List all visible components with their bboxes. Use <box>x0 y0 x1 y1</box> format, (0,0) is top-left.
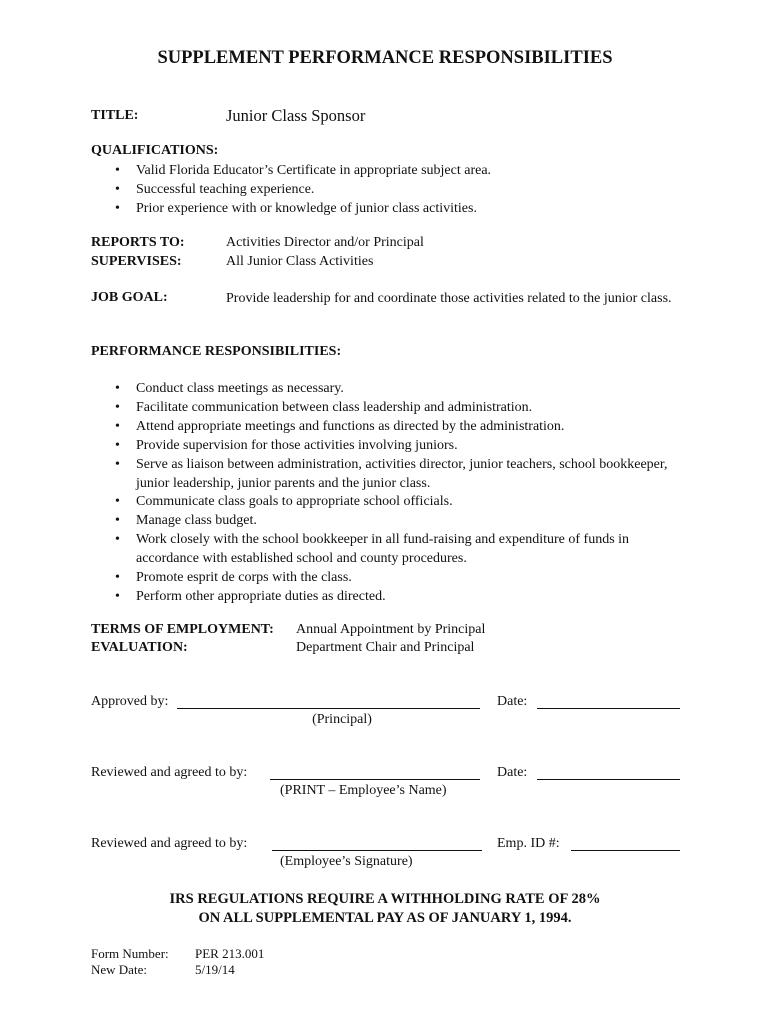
emp-id-line[interactable] <box>571 850 680 851</box>
job-goal-value: Provide leadership for and coordinate those activities related to the junior class. <box>226 291 672 306</box>
responsibility-item: • Attend appropriate meetings and functions as directed by the administration. <box>91 418 681 437</box>
responsibility-item: • Promote esprit de corps with the class. <box>91 569 681 588</box>
new-date-value: 5/19/14 <box>195 962 235 977</box>
irs-notice-line-1: IRS REGULATIONS REQUIRE A WITHHOLDING RATE OF 28% <box>169 891 601 907</box>
reports-to-label: REPORTS TO: <box>91 235 185 250</box>
form-number-label: Form Number: <box>91 946 169 961</box>
evaluation-value: Department Chair and Principal <box>296 640 475 655</box>
reviewed-print-label: Reviewed and agreed to by: <box>91 765 248 780</box>
emp-id-label: Emp. ID #: <box>497 836 560 851</box>
supervises-value: All Junior Class Activities <box>226 254 374 269</box>
qualification-item: • Successful teaching experience. <box>91 181 691 200</box>
evaluation-label: EVALUATION: <box>91 640 188 655</box>
responsibility-item: • Conduct class meetings as necessary. <box>91 380 681 399</box>
irs-notice-line-2: ON ALL SUPPLEMENTAL PAY AS OF JANUARY 1, 1994. <box>198 910 572 926</box>
responsibility-item: • Serve as liaison between administration, activities director, junior teachers, school bookkeeper, junior leadership, junior parents and the junior class. <box>91 456 681 494</box>
employee-signature-line[interactable] <box>272 850 482 851</box>
performance-label: PERFORMANCE RESPONSIBILITIES: <box>91 344 342 359</box>
form-number-value: PER 213.001 <box>195 946 265 961</box>
approved-date-label: Date: <box>497 694 528 709</box>
responsibility-item: • Perform other appropriate duties as directed. <box>91 588 681 607</box>
qualification-item: • Prior experience with or knowledge of junior class activities. <box>91 200 691 219</box>
new-date-label: New Date: <box>91 962 147 977</box>
reviewed-date-line[interactable] <box>537 779 680 780</box>
approved-by-label: Approved by: <box>91 694 169 709</box>
document-title: SUPPLEMENT PERFORMANCE RESPONSIBILITIES <box>157 48 613 68</box>
reviewed-date-label: Date: <box>497 765 528 780</box>
qualifications-list <box>91 162 691 219</box>
approved-date-line[interactable] <box>537 708 680 709</box>
title-label: TITLE: <box>91 108 139 123</box>
reports-to-value: Activities Director and/or Principal <box>226 235 424 250</box>
qualifications-label: QUALIFICATIONS: <box>91 143 219 158</box>
print-name-caption: (PRINT – Employee’s Name) <box>280 783 447 798</box>
responsibility-item: • Communicate class goals to appropriate school officials. <box>91 493 681 512</box>
supervises-label: SUPERVISES: <box>91 254 182 269</box>
responsibility-item: • Manage class budget. <box>91 512 681 531</box>
responsibility-item: • Provide supervision for those activities involving juniors. <box>91 437 681 456</box>
job-goal-label: JOB GOAL: <box>91 290 168 305</box>
terms-value: Annual Appointment by Principal <box>296 622 486 637</box>
signature-caption: (Employee’s Signature) <box>280 854 413 869</box>
responsibilities-list <box>91 380 681 607</box>
responsibility-item: • Work closely with the school bookkeeper in all fund-raising and expenditure of funds in accordance with established school and county procedures. <box>91 531 681 569</box>
terms-label: TERMS OF EMPLOYMENT: <box>91 622 274 637</box>
title-value: Junior Class Sponsor <box>226 106 366 125</box>
principal-signature-line[interactable] <box>177 708 480 709</box>
principal-caption: (Principal) <box>312 712 372 727</box>
employee-name-line[interactable] <box>270 779 480 780</box>
qualification-item: • Valid Florida Educator’s Certificate in appropriate subject area. <box>91 162 691 181</box>
responsibility-item: • Facilitate communication between class leadership and administration. <box>91 399 681 418</box>
reviewed-signature-label: Reviewed and agreed to by: <box>91 836 248 851</box>
